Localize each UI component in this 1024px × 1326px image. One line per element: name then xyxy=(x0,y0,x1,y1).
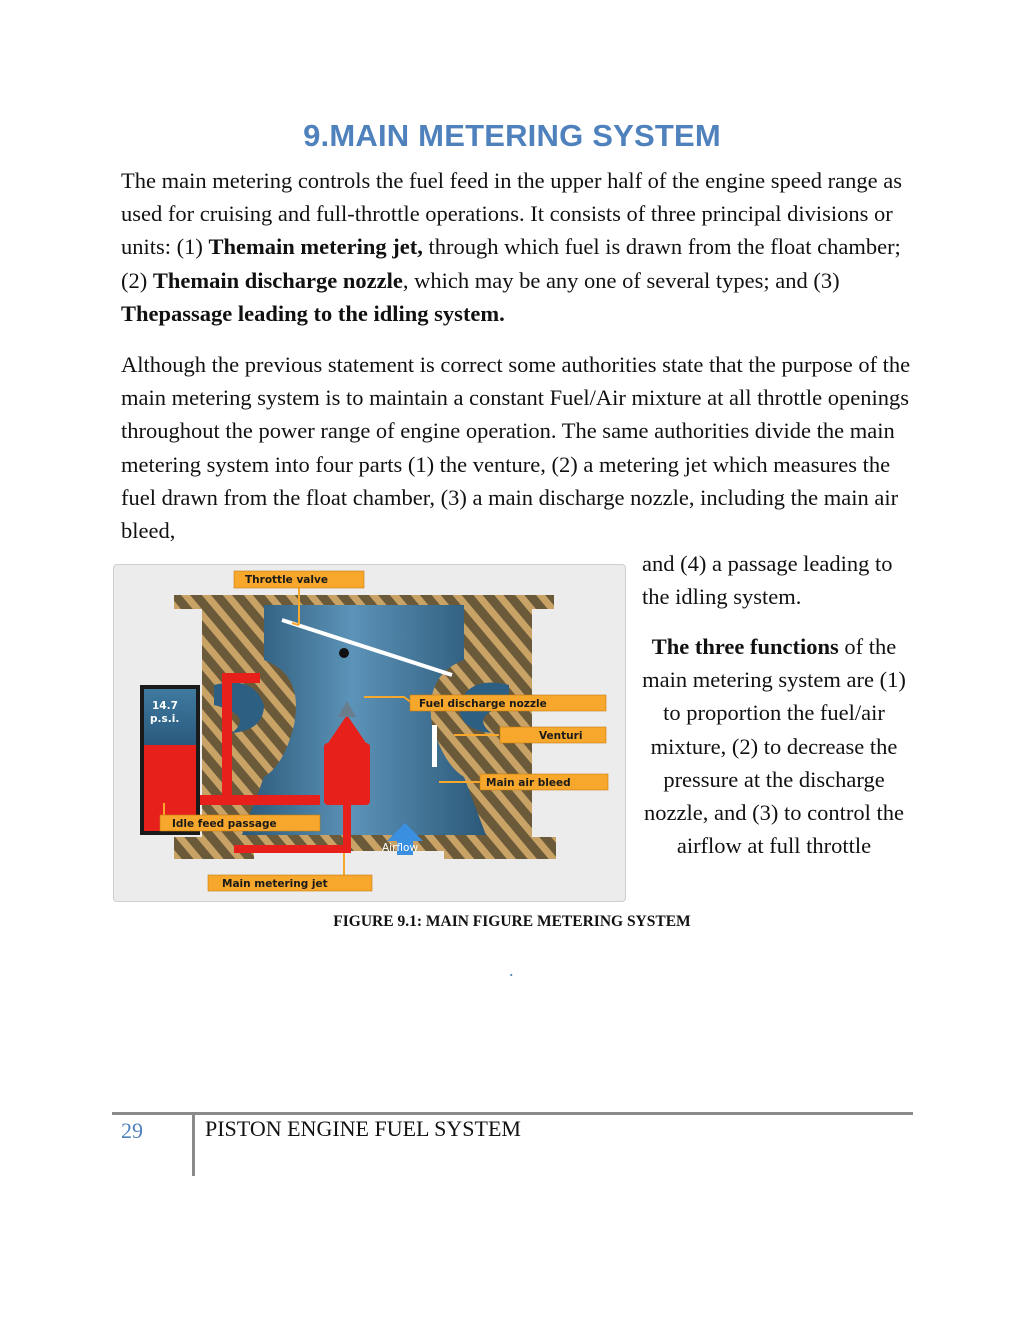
label-fuel-discharge-nozzle xyxy=(410,695,606,711)
svg-text:Venturi: Venturi xyxy=(539,730,583,742)
svg-text:Fuel discharge nozzle: Fuel discharge nozzle xyxy=(419,698,547,710)
svg-text:Throttle valve: Throttle valve xyxy=(245,574,328,586)
intro-bold-passage: Thepassage leading to the idling system. xyxy=(121,300,505,326)
intro-text-2: through which fuel is drawn from the float chamber; (2) xyxy=(121,234,901,293)
label-throttle-valve xyxy=(234,571,364,588)
stray-dot: . xyxy=(509,960,514,980)
carburetor-diagram xyxy=(113,564,626,902)
intro-paragraph xyxy=(121,164,911,330)
label-venturi xyxy=(500,727,606,743)
svg-text:Main air bleed: Main air bleed xyxy=(486,777,571,789)
authorities-paragraph-continued: and (4) a passage leading to the idling system. xyxy=(642,551,893,610)
pressure-label-line2: p.s.i. xyxy=(150,713,180,725)
figure-caption: FIGURE 9.1: MAIN FIGURE METERING SYSTEM xyxy=(333,913,691,930)
authorities-paragraph: Although the previous statement is correct some authorities state that the purpose of the main metering system is to maintain a constant Fuel/Air mixture at all throttle openings throughout the power range of engine operation. The same authorities divide the main metering system into four parts (1) the venture, (2) a metering jet which measures the fuel drawn from the float chamber, (3) a main discharge nozzle, including the main air bleed, xyxy=(121,352,911,544)
page-number: 29 xyxy=(121,1118,143,1143)
intro-text-3: , which may be any one of several types; and (3) xyxy=(402,267,840,293)
intro-bold-main-discharge-nozzle: Themain discharge nozzle xyxy=(152,267,403,293)
functions-paragraph xyxy=(642,630,906,862)
svg-text:Idle feed passage: Idle feed passage xyxy=(172,818,277,830)
footer-title: PISTON ENGINE FUEL SYSTEM xyxy=(205,1116,521,1141)
airflow-label: Airflow xyxy=(382,842,419,854)
footer-rule xyxy=(112,1112,913,1115)
label-main-metering-jet xyxy=(208,875,372,891)
intro-text-1: The main metering controls the fuel feed in the upper half of the engine speed range as used for cruising and full-throttle operations. It consists of three principal divisions or units: (1) xyxy=(121,168,902,260)
svg-text:Main metering jet: Main metering jet xyxy=(222,878,328,890)
section-heading: 9.MAIN METERING SYSTEM xyxy=(303,118,721,153)
functions-bold: The three functions xyxy=(651,634,839,659)
label-idle-feed-passage xyxy=(160,815,320,831)
pressure-label-line1: 14.7 xyxy=(152,700,178,712)
intro-bold-main-metering-jet: Themain metering jet, xyxy=(208,234,423,260)
footer-divider xyxy=(192,1112,195,1176)
functions-text: of the main metering system are (1) to proportion the fuel/air mixture, (2) to decrease the pressure at the discharge nozzle, and (3) to control the airflow at full throttle xyxy=(642,634,906,859)
label-main-air-bleed xyxy=(480,774,608,790)
